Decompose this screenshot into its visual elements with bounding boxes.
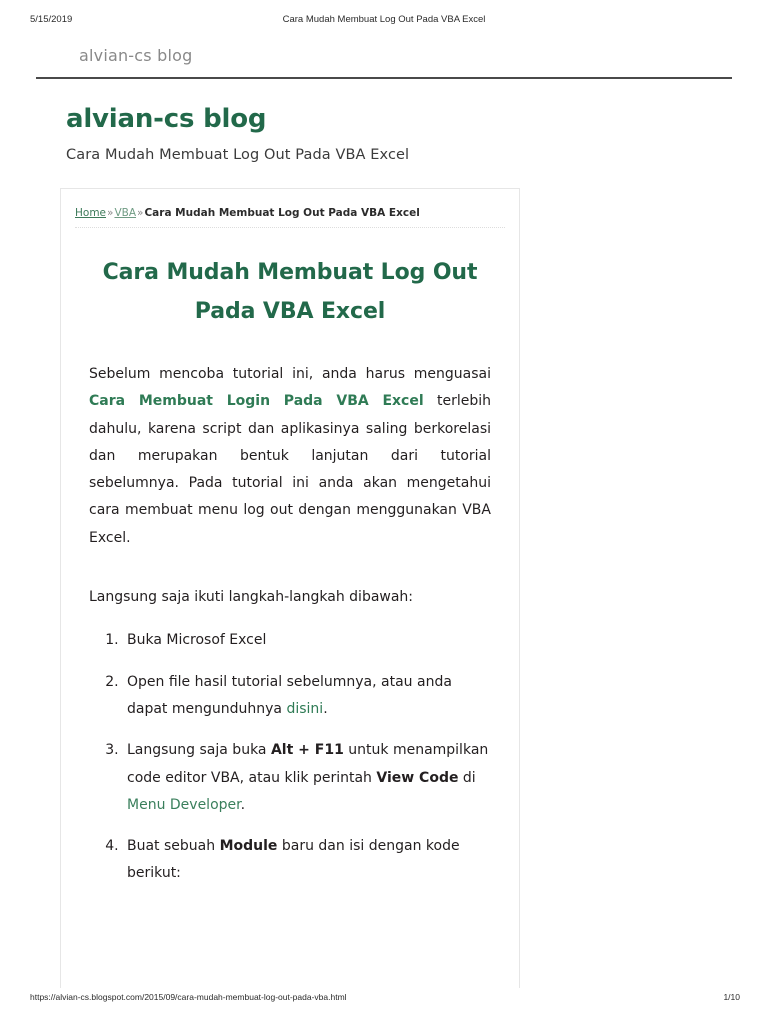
list-item	[123, 833, 491, 888]
steps-lead-paragraph: Langsung saja ikuti langkah-langkah dibawah:	[89, 589, 414, 606]
article-title-line-2: Pada VBA Excel	[194, 298, 386, 324]
intro-text-part-2: terlebih dahulu, karena script dan aplikasinya saling berkorelasi dan merupakan bentuk lanjutan dari tutorial sebelumnya. Pada tutorial ini anda akan mengetahui cara membuat menu log out dengan menggunakan VBA Excel.	[89, 393, 491, 546]
article-intro-paragraph	[89, 361, 491, 552]
breadcrumb-category-link[interactable]: VBA	[114, 207, 137, 219]
step-3-shortcut: Alt + F11	[270, 742, 344, 759]
step-3-text-part-1: Langsung saja buka	[127, 742, 271, 759]
print-document-title: Cara Mudah Membuat Log Out Pada VBA Excel	[282, 14, 486, 25]
print-header	[0, 14, 768, 28]
step-4-text-part-2: baru dan isi dengan kode berikut:	[127, 838, 460, 882]
blog-title[interactable]: alvian-cs blog	[66, 104, 267, 134]
steps-list	[89, 627, 491, 887]
content-card	[60, 188, 520, 988]
breadcrumb-current: Cara Mudah Membuat Log Out Pada VBA Excel	[144, 207, 420, 219]
login-tutorial-link[interactable]: Cara Membuat Login Pada VBA Excel	[89, 393, 424, 410]
step-2-text-part-1: Open file hasil tutorial sebelumnya, atau anda dapat mengunduhnya	[127, 673, 452, 717]
download-here-link[interactable]: disini	[286, 700, 324, 717]
breadcrumb-separator-2: »	[137, 207, 144, 219]
step-3-text-part-2: untuk menampilkan code editor VBA, atau klik perintah	[127, 742, 489, 786]
article-title	[89, 254, 491, 331]
step-3-view-code: View Code	[376, 769, 459, 786]
step-3-text-part-3: di	[458, 769, 476, 786]
step-4-module: Module	[219, 838, 278, 855]
menu-developer-link[interactable]: Menu Developer	[127, 796, 241, 813]
list-item	[123, 627, 491, 654]
step-4-text-part-1: Buat sebuah	[127, 838, 220, 855]
blog-header	[66, 105, 706, 163]
print-footer-url: https://alvian-cs.blogspot.com/2015/09/cara-mudah-membuat-log-out-pada-vba.html	[30, 992, 347, 1002]
blog-subtitle: Cara Mudah Membuat Log Out Pada VBA Excel	[66, 146, 410, 163]
site-nav-divider	[36, 77, 732, 79]
print-date: 5/15/2019	[30, 14, 73, 25]
list-item	[123, 737, 491, 819]
step-3-text-part-4: .	[240, 796, 246, 813]
intro-text-part-1: Sebelum mencoba tutorial ini, anda harus menguasai	[89, 366, 491, 382]
site-nav-brand[interactable]: alvian-cs blog	[79, 46, 193, 65]
site-navigation	[36, 46, 732, 79]
breadcrumb-home-link[interactable]: Home	[75, 207, 107, 219]
breadcrumb-separator-1: »	[107, 207, 114, 219]
breadcrumb	[75, 207, 505, 228]
print-footer	[0, 992, 768, 1006]
article	[61, 254, 519, 888]
list-item	[123, 669, 491, 724]
step-1-text: Buka Microsof Excel	[127, 632, 267, 649]
article-title-line-1: Cara Mudah Membuat Log Out	[102, 260, 478, 285]
step-2-text-part-2: .	[323, 700, 328, 717]
print-footer-page-number: 1/10	[723, 992, 740, 1002]
